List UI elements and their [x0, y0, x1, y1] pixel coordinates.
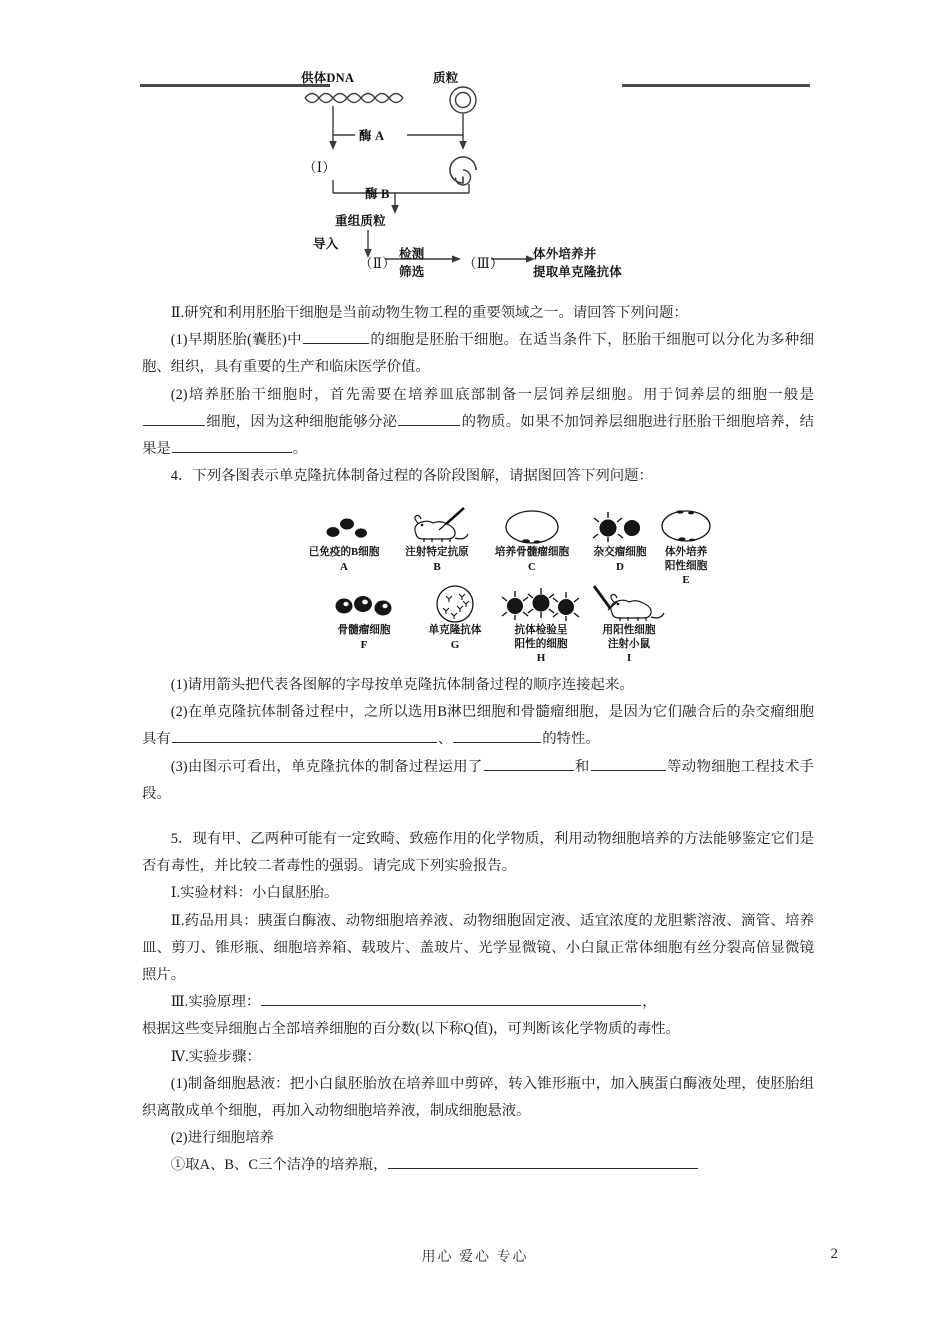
myeloma-cells-icon: [316, 584, 412, 624]
flow-label-node-2: （Ⅱ）: [359, 256, 396, 271]
figure-letter-E: E: [682, 574, 690, 586]
flow-diagram: [255, 62, 675, 292]
section-2-question-2: [142, 382, 814, 464]
flow-label-detect: 检测: [399, 247, 425, 261]
figure-caption-A: 已免疫的B细胞: [308, 547, 380, 558]
s2-q2-text-a: (2)培养胚胎干细胞时，首先需要在培养皿底部制备一层饲养层细胞。用于饲养层的细胞一般是: [170, 386, 814, 403]
s2-q2-blank-3[interactable]: [172, 437, 292, 453]
page-footer: [0, 1246, 950, 1276]
q4-q2-blank-1[interactable]: [172, 727, 437, 743]
figure-letter-F: F: [360, 638, 368, 651]
figure-item-E: [658, 506, 714, 587]
figure-caption-G: 单克隆抗体: [428, 625, 482, 636]
q5-step-1: (1)制备细胞悬液：把小白鼠胚胎放在培养皿中剪碎，转入锥形瓶中，加入胰蛋白酶液处理，使胚胎组织离散成单个细胞，再加入动物细胞培养液，制成细胞悬液。: [142, 1075, 814, 1120]
question-4-answers-block: [142, 672, 814, 808]
q5-principle-blank[interactable]: [261, 990, 641, 1006]
s2-q1-text-b: 的细胞是胚胎干细胞。在适当条件下，胚胎干细胞可以分化为多种细胞、组织，具有重要的生产和临床医学价值。: [142, 332, 814, 376]
section-2-heading: Ⅱ.研究和利用胚胎干细胞是当前动物生物工程的重要领域之一。请回答下列问题：: [170, 305, 688, 321]
q5-principle: [142, 989, 814, 1016]
antibody-circle-icon: [412, 584, 498, 624]
flow-label-plasmid: 质粒: [433, 71, 459, 85]
figure-letter-H: H: [536, 652, 546, 664]
q5-materials-label: Ⅰ.实验材料：: [170, 885, 253, 902]
q4-q2-text-a: (2)在单克隆抗体制备过程中，之所以选用B淋巴细胞和骨髓瘤细胞，是因为它们融合后的杂交瘤细胞具有: [142, 704, 814, 748]
q5-step-2-1: [142, 1152, 814, 1179]
figure-caption-H-line1: 抗体检验呈: [514, 625, 568, 636]
q5-steps-label: Ⅳ.实验步骤：: [170, 1048, 261, 1065]
q4-q3-blank-1[interactable]: [484, 755, 574, 771]
monoclonal-antibody-stages-figure: [296, 506, 714, 664]
q5-reagents: [142, 908, 814, 990]
mouse-injection-positive-icon: [584, 584, 674, 624]
figure-item-F: [316, 584, 412, 651]
flow-label-screen: 筛选: [399, 265, 425, 279]
q5-materials-value: 小白鼠胚胎。: [252, 885, 339, 902]
q4-sub-2: [142, 699, 814, 753]
q5-step-2-1-text: ①取A、B、C三个洁净的培养瓶，: [170, 1157, 388, 1174]
s2-q1-blank-1[interactable]: [303, 328, 369, 344]
figure-letter-A: A: [340, 560, 348, 573]
flow-label-outcome-line1: 体外培养并: [533, 247, 597, 261]
figure-item-I: [584, 584, 674, 665]
figure-caption-B: 注射特定抗原: [405, 547, 469, 558]
figure-caption-D: 杂交瘤细胞: [593, 547, 647, 558]
flow-label-donor-dna: 供体DNA: [301, 71, 355, 85]
q5-step-2: (2)进行细胞培养: [170, 1130, 274, 1147]
question-5-block: [142, 826, 814, 1180]
figure-row-2: [296, 584, 714, 664]
positive-cells-icon: [498, 584, 584, 624]
culture-dish-oval-icon: [482, 506, 582, 546]
s2-q2-blank-2[interactable]: [398, 410, 460, 426]
figure-caption-F: 骨髓瘤细胞: [337, 625, 391, 636]
flow-label-introduce: 导入: [313, 237, 339, 251]
q5-materials: [142, 880, 814, 907]
culture-dish-positive-icon: [658, 506, 714, 546]
hybridoma-cells-icon: [582, 506, 658, 546]
q4-q3-text-b: 等动物细胞工程技术手段。: [142, 758, 814, 802]
q5-stem: 5．现有甲、乙两种可能有一定致畸、致癌作用的化学物质，利用动物细胞培养的方法能够鉴定它们是否有毒性，并比较二者毒性的强弱。请完成下列实验报告。: [142, 831, 814, 875]
q5-principle-after: ，: [642, 994, 657, 1011]
q4-q2-separator: 、: [437, 731, 453, 748]
flow-label-node-3: （Ⅲ）: [463, 256, 504, 271]
q4-q3-blank-2[interactable]: [591, 755, 666, 771]
flow-label-enzyme-b: 酶 B: [365, 187, 390, 201]
figure-item-D: [582, 506, 658, 573]
q5-principle-label: Ⅲ.实验原理：: [170, 994, 261, 1011]
s2-q1-text-a: (1)早期胚胎(囊胚)中: [170, 332, 302, 349]
section-2-block: [142, 300, 814, 490]
q4-sub-1: (1)请用箭头把代表各图解的字母按单克隆抗体制备过程的顺序连接起来。: [170, 677, 634, 693]
q5-reagents-value: 胰蛋白酶液、动物细胞培养液、动物细胞固定液、适宜浓度的龙胆紫溶液、滴管、培养皿、剪刀、锥形瓶、细胞培养箱、载玻片、盖玻片、光学显微镜、小白鼠正常体细胞有丝分裂高倍显微镜照片。: [142, 912, 814, 984]
figure-letter-G: G: [450, 638, 460, 651]
figure-letter-I: I: [626, 652, 632, 664]
figure-letter-B: B: [433, 560, 441, 573]
s2-q2-text-b: 细胞，因为这种细胞能够分泌: [206, 413, 398, 430]
figure-item-H: [498, 584, 584, 665]
figure-item-B: [392, 506, 482, 573]
figure-caption-E-line2: 阳性细胞: [664, 560, 708, 572]
flow-label-enzyme-a: 酶 A: [359, 129, 385, 143]
q5-principle-cont: 根据这些变异细胞占全部培养细胞的百分数(以下称Q值)，可判断该化学物质的毒性。: [142, 1021, 681, 1038]
figure-letter-C: C: [528, 560, 536, 573]
figure-caption-I-line2: 注射小鼠: [607, 638, 651, 650]
q5-reagents-label: Ⅱ.药品用具：: [170, 912, 258, 929]
q4-sub-3: [142, 754, 814, 808]
figure-caption-E-line1: 体外培养: [664, 547, 708, 558]
figure-item-G: [412, 584, 498, 651]
flow-label-recombinant-plasmid: 重组质粒: [335, 214, 386, 228]
section-2-question-1: [142, 327, 814, 381]
figure-item-A: [296, 506, 392, 573]
footer-page-number: 2: [830, 1246, 838, 1262]
figure-caption-I-line1: 用阳性细胞: [602, 625, 656, 636]
figure-row-1: [296, 506, 714, 584]
s2-q2-text-d: 。: [292, 441, 308, 458]
figure-caption-H-line2: 阳性的细胞: [514, 638, 568, 650]
mouse-injection-icon: [392, 506, 482, 546]
b-cells-dots-icon: [296, 506, 392, 546]
q4-q2-blank-2[interactable]: [453, 727, 541, 743]
q4-q3-mid: 和: [574, 758, 590, 775]
q4-q3-text-a: (3)由图示可看出，单克隆抗体的制备过程运用了: [170, 758, 483, 775]
footer-slogan: 用心 爱心 专心: [421, 1250, 529, 1265]
question-4-stem: 4．下列各图表示单克隆抗体制备过程的各阶段图解，请据图回答下列问题：: [170, 468, 653, 485]
figure-letter-D: D: [616, 560, 624, 573]
flow-label-outcome-line2: 提取单克隆抗体: [533, 265, 622, 279]
q4-q2-text-b: 的特性。: [542, 731, 600, 748]
s2-q2-text-c: 的物质。如果不加饲养层细胞进行胚胎干细胞培养，结果是: [142, 413, 814, 458]
figure-item-C: [482, 506, 582, 573]
s2-q2-blank-1[interactable]: [143, 410, 205, 426]
flow-label-node-1: （Ⅰ）: [303, 160, 336, 175]
figure-caption-C: 培养骨髓瘤细胞: [494, 547, 570, 558]
q5-step-2-1-blank[interactable]: [388, 1153, 698, 1169]
